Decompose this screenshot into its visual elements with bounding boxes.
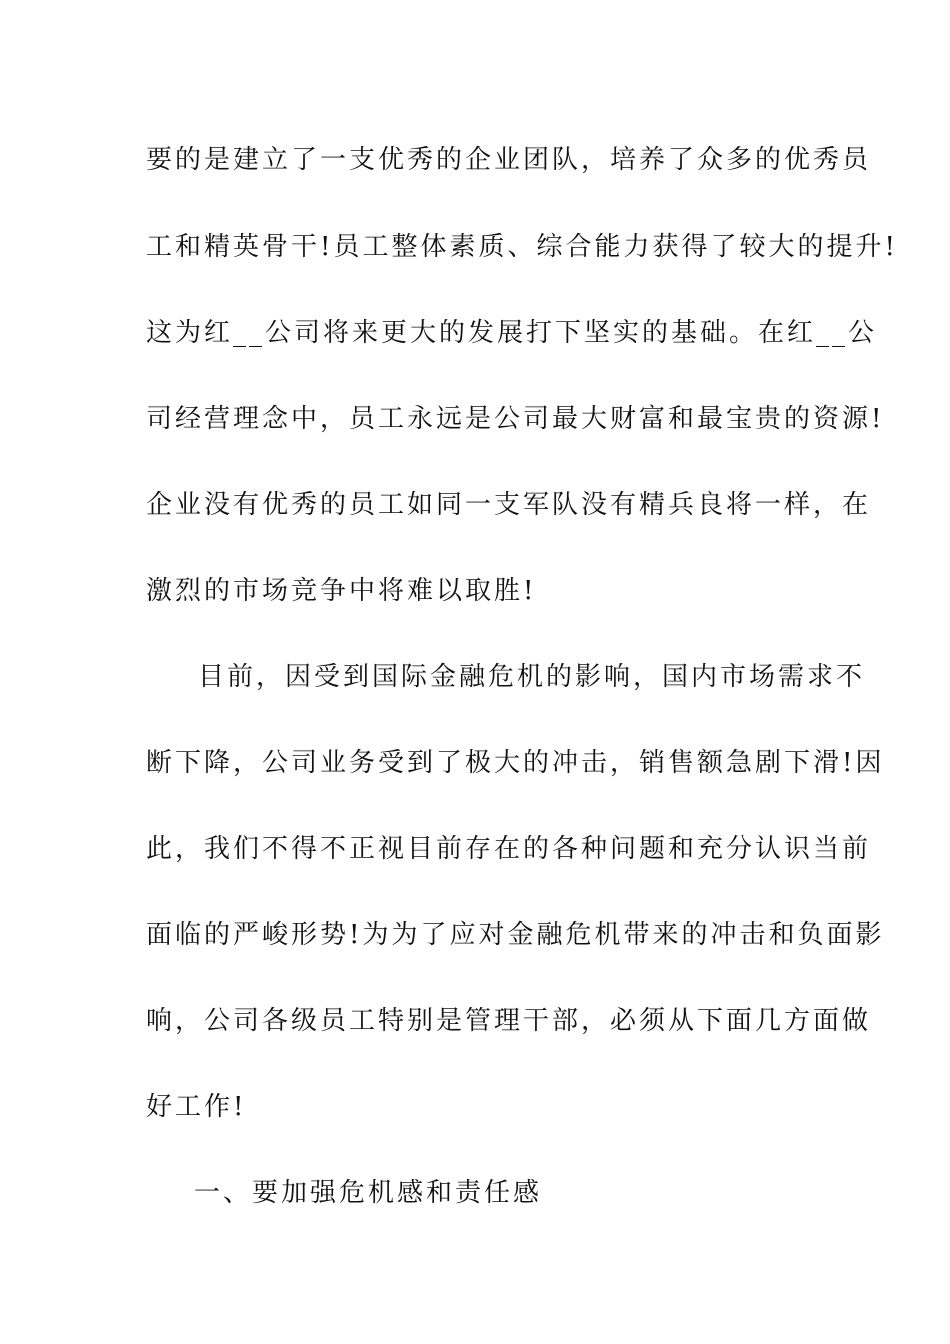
paragraph-line-9: 此，我们不得不正视目前存在的各种问题和充分认识当前: [146, 834, 872, 864]
paragraph-line-7: 目前，因受到国际金融危机的影响，国内市场需求不: [198, 662, 866, 692]
paragraph-line-4: 司经营理念中，员工永远是公司最大财富和最宝贵的资源!: [146, 404, 885, 434]
paragraph-line-12: 好工作!: [146, 1092, 247, 1122]
paragraph-line-1: 要的是建立了一支优秀的企业团队，培养了众多的优秀员: [146, 145, 872, 175]
section-heading: 一、要加强危机感和责任感: [194, 1178, 543, 1208]
paragraph-line-11: 响，公司各级员工特别是管理干部，必须从下面几方面做: [146, 1006, 872, 1036]
paragraph-line-10: 面临的严峻形势!为为了应对金融危机带来的冲击和负面影: [146, 920, 885, 950]
paragraph-line-6: 激烈的市场竞争中将难以取胜!: [146, 576, 537, 606]
paragraph-line-3: 这为红__公司将来更大的发展打下坚实的基础。在红__公: [146, 318, 878, 348]
paragraph-line-5: 企业没有优秀的员工如同一支军队没有精兵良将一样，在: [146, 490, 872, 520]
paragraph-line-2: 工和精英骨干!员工整体素质、综合能力获得了较大的提升!: [146, 232, 898, 262]
paragraph-line-8: 断下降，公司业务受到了极大的冲击，销售额急剧下滑!因: [146, 748, 885, 778]
